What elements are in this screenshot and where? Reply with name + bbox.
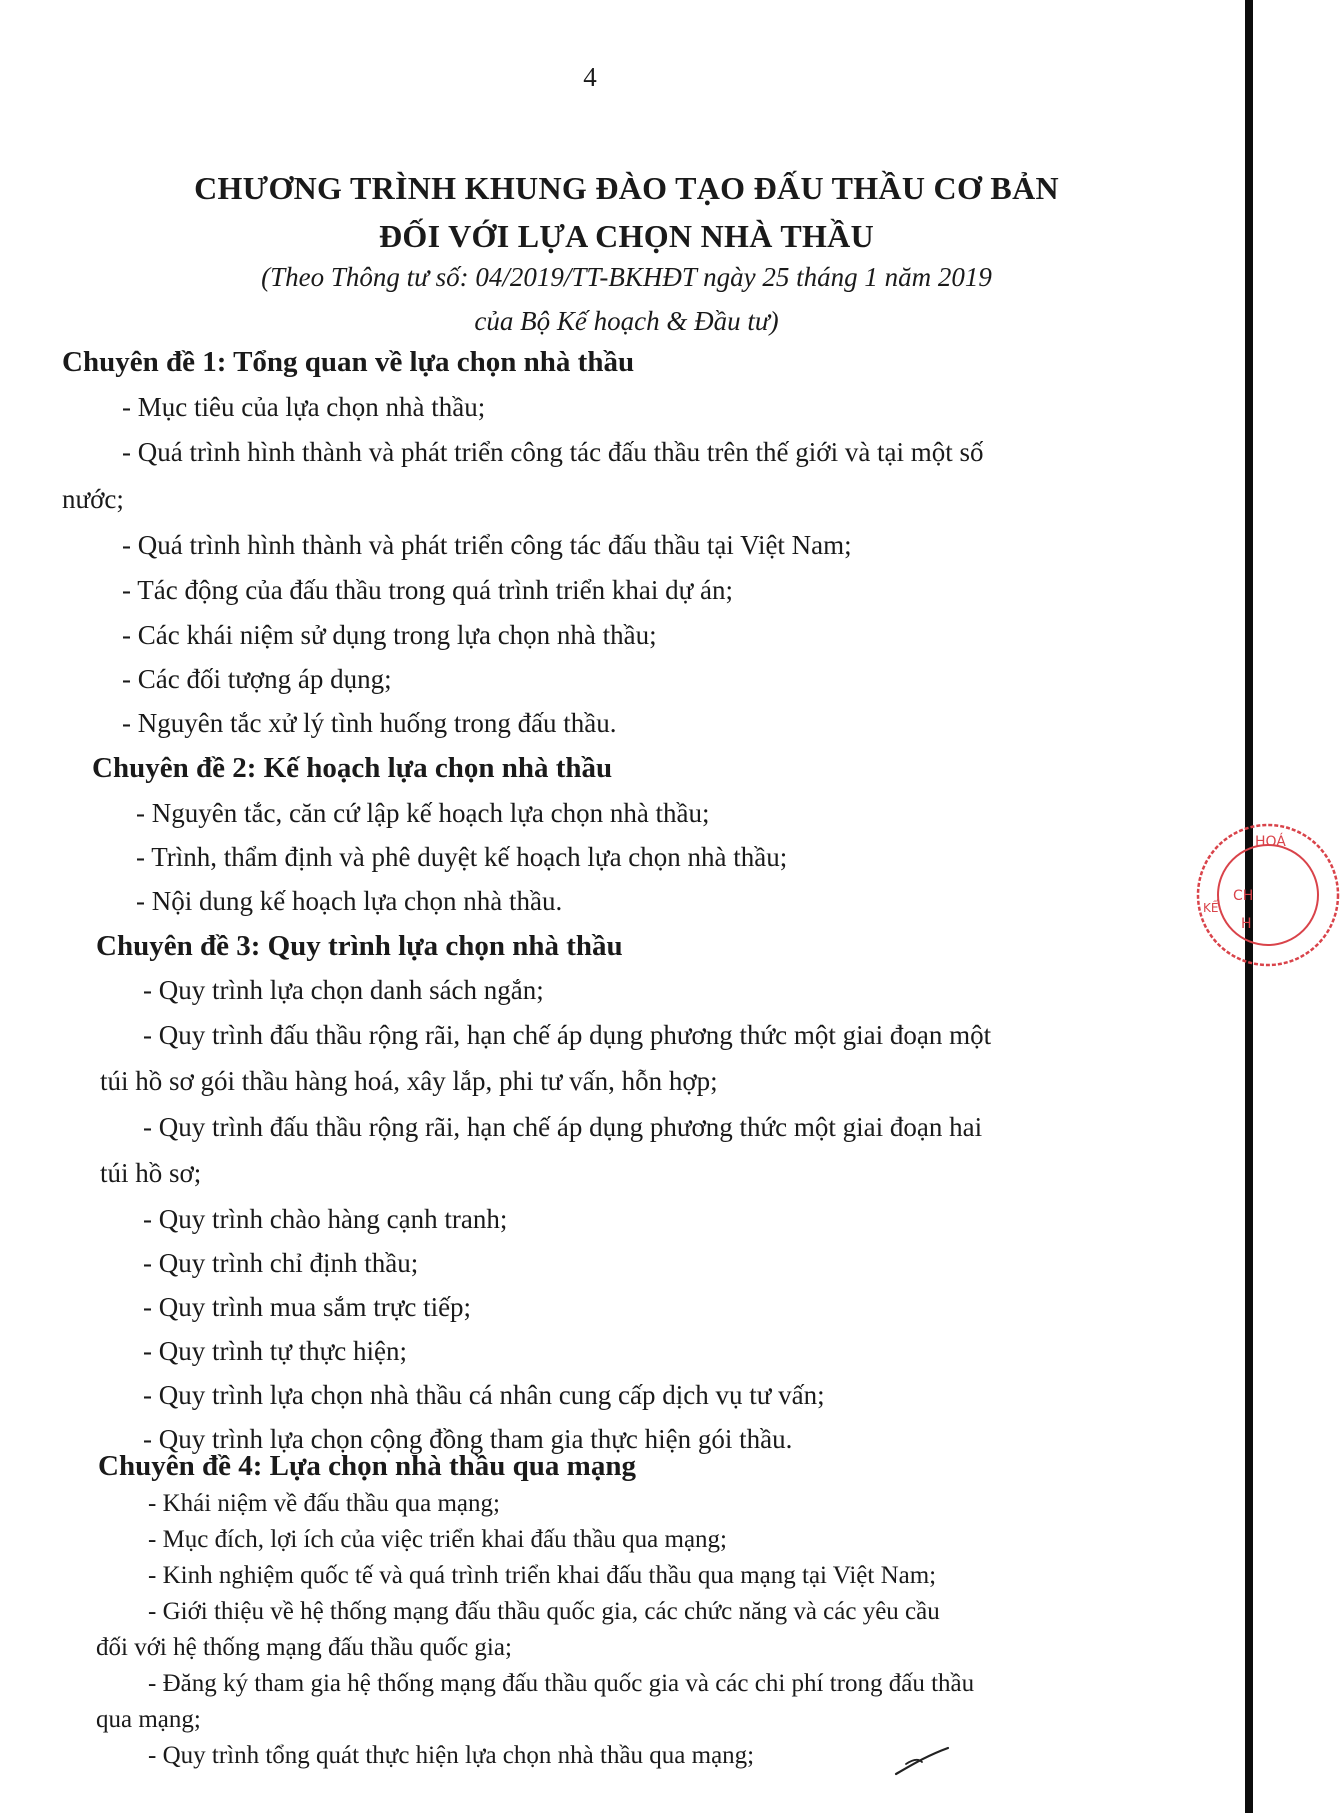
section-heading: Chuyên đề 2: Kế hoạch lựa chọn nhà thầu [92,752,613,784]
content-line: - Giới thiệu về hệ thống mạng đấu thầu quốc gia, các chức năng và các yêu cầu [148,1598,940,1625]
content-line: - Quy trình chào hàng cạnh tranh; [143,1204,508,1234]
stamp-text: HOÁ [1255,834,1286,850]
content-line: qua mạng; [96,1706,201,1733]
content-line: - Đăng ký tham gia hệ thống mạng đấu thầu quốc gia và các chi phí trong đấu thầu [148,1670,975,1697]
content-line: - Quá trình hình thành và phát triển công tác đấu thầu trên thế giới và tại một số [122,437,984,467]
section-heading: Chuyên đề 4: Lựa chọn nhà thầu qua mạng [98,1450,636,1482]
content-line: - Quy trình lựa chọn cộng đồng tham gia thực hiện gói thầu. [143,1424,793,1454]
content-line: - Nguyên tắc xử lý tình huống trong đấu thầu. [122,708,617,738]
stamp-text: H [1241,916,1252,932]
content-line: - Kinh nghiệm quốc tế và quá trình triển khai đấu thầu qua mạng tại Việt Nam; [148,1562,937,1589]
content-line: túi hồ sơ; [100,1158,202,1188]
content-line: - Quy trình đấu thầu rộng rãi, hạn chế áp dụng phương thức một giai đoạn một [143,1020,992,1050]
content-line: - Quy trình tổng quát thực hiện lựa chọn nhà thầu qua mạng; [148,1742,755,1769]
content-line: nước; [62,484,124,514]
content-line: - Các khái niệm sử dụng trong lựa chọn nhà thầu; [122,620,657,650]
content-line: - Trình, thẩm định và phê duyệt kế hoạch lựa chọn nhà thầu; [136,842,788,872]
content-line: đối với hệ thống mạng đấu thầu quốc gia; [96,1634,512,1661]
content-line: - Quy trình tự thực hiện; [143,1336,407,1366]
content-line: - Các đối tượng áp dụng; [122,664,392,694]
document-subtitle-line2: của Bộ Kế hoạch & Đầu tư) [474,306,779,336]
content-line: - Nguyên tắc, căn cứ lập kế hoạch lựa chọn nhà thầu; [136,798,710,828]
signature-icon [892,1740,952,1780]
document-title-line1: CHƯƠNG TRÌNH KHUNG ĐÀO TẠO ĐẤU THẦU CƠ BẢN [194,170,1059,206]
content-line: - Quy trình đấu thầu rộng rãi, hạn chế áp dụng phương thức một giai đoạn hai [143,1112,983,1142]
stamp-text: CH [1233,888,1254,904]
section-heading: Chuyên đề 3: Quy trình lựa chọn nhà thầu [96,930,623,962]
document-title-line2: ĐỐI VỚI LỰA CHỌN NHÀ THẦU [379,218,874,254]
page-number: 4 [583,62,597,92]
stamp-icon [1193,820,1343,970]
content-line: - Quy trình lựa chọn danh sách ngắn; [143,975,544,1005]
content-line: túi hồ sơ gói thầu hàng hoá, xây lắp, phi tư vấn, hỗn hợp; [100,1066,718,1096]
content-line: - Nội dung kế hoạch lựa chọn nhà thầu. [136,886,563,916]
content-line: - Tác động của đấu thầu trong quá trình triển khai dự án; [122,575,733,605]
content-line: - Quá trình hình thành và phát triển công tác đấu thầu tại Việt Nam; [122,530,852,560]
document-subtitle-line1: (Theo Thông tư số: 04/2019/TT-BKHĐT ngày 25 tháng 1 năm 2019 [261,262,992,292]
content-line: - Khái niệm về đấu thầu qua mạng; [148,1490,500,1517]
content-line: - Mục đích, lợi ích của việc triển khai đấu thầu qua mạng; [148,1526,728,1553]
content-line: - Quy trình chỉ định thầu; [143,1248,419,1278]
content-line: - Mục tiêu của lựa chọn nhà thầu; [122,392,486,422]
section-heading: Chuyên đề 1: Tổng quan về lựa chọn nhà thầu [62,346,635,378]
content-line: - Quy trình lựa chọn nhà thầu cá nhân cung cấp dịch vụ tư vấn; [143,1380,825,1410]
stamp-text: KẾ [1203,901,1219,915]
content-line: - Quy trình mua sắm trực tiếp; [143,1292,472,1322]
